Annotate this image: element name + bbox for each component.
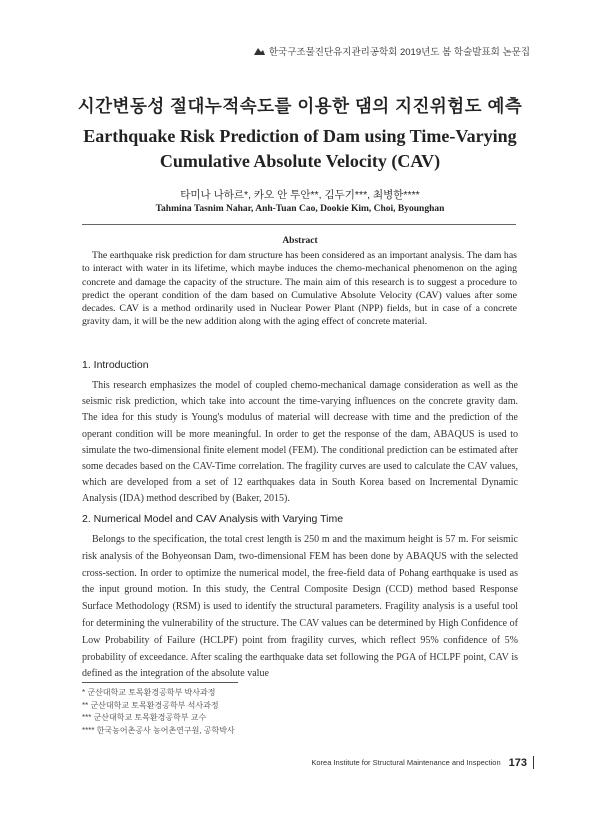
running-header [254,44,530,58]
institution-name: Korea Institute for Structural Maintenance and Inspection [311,758,501,767]
korean-authors: 타미나 나하르*, 카오 안 투안**, 김두기***, 최병한**** [180,189,420,201]
footnotes [82,687,235,737]
english-authors: Tahmina Tasnim Nahar, Anh-Tuan Cao, Dookie Kim, Choi, Byounghan [155,204,445,214]
page-footer [311,756,534,769]
book-icon [254,47,265,56]
section-1-heading: 1. Introduction [82,359,149,371]
section-2-text: Belongs to the specification, the total crest length is 250 m and the maximum height is 57 m. For seismic risk analysis of the Bohyeonsan Dam, two-dimensional FEM has been done by ABAQUS with the selected cross-section. In order to optimize the numerical model, the free-field data of Pohang earthquake is used as the input ground motion. In this study, the Central Composite Design (CCD) method based Response Surface Methodology (RSM) is used to identify the structural parameters. Fragility analysis is a useful tool for determining the vulnerability of the structure. The CAV values can be determined by High Confidence of Low Probability of Failure (HCLPF) point from fragility curves, which reflect 95% confidence of 5% probability of exceedance. After scaling the earthquake data set following the PGA of HCLPF point, CAV is defined as the integration of the absolute value [82,534,518,680]
footer-bar [533,756,534,769]
footnote: ** 군산대학교 토목환경공학부 석사과정 [82,700,219,710]
divider [82,224,516,225]
page-number: 173 [508,756,527,769]
footnote: *** 군산대학교 토목환경공학부 교수 [82,713,207,722]
footnote-divider [82,682,238,683]
section-1-text: This research emphasizes the model of coupled chemo-mechanical damage consideration as well as the seismic risk prediction, which take into account the time-varying influences on the concrete gravity dam. The idea for this study is Young's modulus of material will decrease with time and the prediction of the operant condition will be more meaningful. In order to get the response of the dam, ABAQUS is used to simulate the two-dimensional finite element model (FEM). The conditional prediction can be estimated after some decades based on the CAV-Time correlation. The fragility curves are used to calculate the CAV values, which are developed from a set of 12 earthquakes data in South Korea based on Incremental Dynamic Analysis (IDA) method described by (Baker, 2015). [82,380,518,505]
footnote: * 군산대학교 토목환경공학부 박사과정 [82,688,216,697]
footnote: **** 한국농어촌공사 농어촌연구원, 공학박사 [82,725,235,735]
korean-title: 시간변동성 절대누적속도를 이용한 댐의 지진위험도 예측 [77,96,523,116]
abstract-text: The earthquake risk prediction for dam structure has been considered as an important analysis. The dam has to interact with water in its lifetime, which maybe induces the chemo-mechanical phenomenon on the aging concrete and damage the capacity of the structure. The main aim of this research is to suggest a procedure to predict the operant condition of the dam based on Cumulative Absolute Velocity (CAV) values after some decades. CAV is a method ordinarily used in Nuclear Power Plant (NPP) fields, but in case of a concrete gravity dam, it will be the new addition along with the aging effect of concrete material. [82,250,517,328]
english-title: Earthquake Risk Prediction of Dam using Time-Varying Cumulative Absolute Velocity (CAV) [83,126,517,171]
header-text: 한국구조물진단유지관리공학회 2019년도 봄 학술발표회 논문집 [268,47,530,58]
abstract-heading: Abstract [282,236,318,246]
section-2-heading: 2. Numerical Model and CAV Analysis with Varying Time [82,513,344,525]
